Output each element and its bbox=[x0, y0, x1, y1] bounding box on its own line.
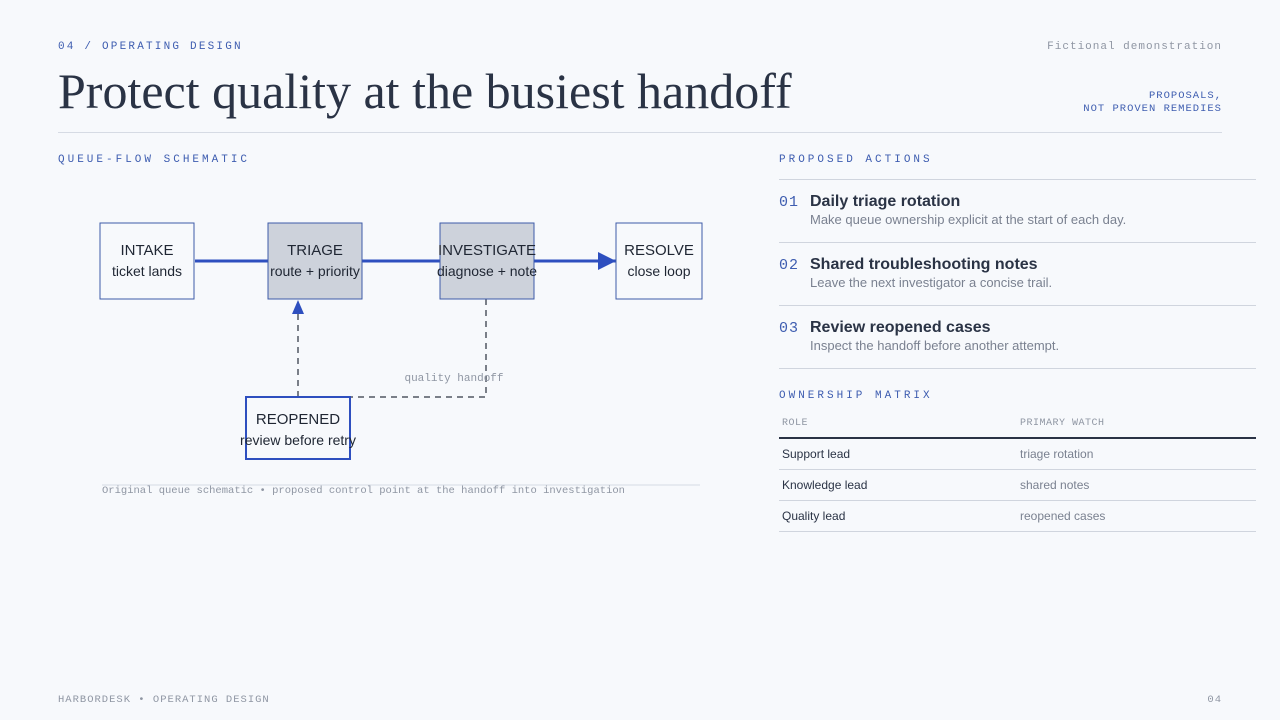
table-row bbox=[779, 438, 1256, 470]
actions-label: PROPOSED ACTIONS bbox=[779, 154, 933, 166]
page-number: 04 bbox=[1207, 694, 1222, 706]
matrix-role: Knowledge lead bbox=[779, 470, 1017, 501]
node-investigate-title: INVESTIGATE bbox=[437, 242, 537, 259]
node-resolve-title: RESOLVE bbox=[624, 242, 694, 259]
action-item bbox=[779, 179, 1256, 242]
reopen-arrowhead bbox=[292, 300, 304, 314]
action-desc: Inspect the handoff before another attempt. bbox=[810, 338, 1060, 353]
schematic-caption: Original queue schematic • proposed control point at the handoff into investigation bbox=[102, 485, 625, 497]
table-row bbox=[779, 470, 1256, 501]
queue-flow-schematic bbox=[58, 190, 718, 510]
action-number: 01 bbox=[779, 194, 800, 211]
loop-label: quality handoff bbox=[404, 373, 504, 385]
action-item bbox=[779, 242, 1256, 305]
node-resolve bbox=[616, 223, 702, 299]
node-intake-title: INTAKE bbox=[120, 242, 174, 259]
node-investigate bbox=[437, 223, 537, 299]
node-resolve-sub: close loop bbox=[627, 263, 691, 279]
node-reopened-sub: review before retry bbox=[240, 432, 356, 448]
action-desc: Leave the next investigator a concise trail. bbox=[810, 275, 1053, 290]
node-investigate-sub: diagnose + note bbox=[436, 263, 538, 279]
demo-note: Fictional demonstration bbox=[1047, 41, 1222, 53]
page-title: Protect quality at the busiest handoff bbox=[58, 63, 792, 119]
action-desc: Make queue ownership explicit at the start of each day. bbox=[810, 212, 1127, 227]
action-number: 02 bbox=[779, 257, 800, 274]
matrix-header-watch: PRIMARY WATCH bbox=[1017, 410, 1256, 438]
header-divider bbox=[58, 132, 1222, 133]
matrix-label: OWNERSHIP MATRIX bbox=[779, 390, 933, 402]
action-item bbox=[779, 305, 1256, 369]
node-reopened bbox=[240, 397, 356, 459]
ownership-matrix bbox=[779, 410, 1256, 532]
matrix-header-role: ROLE bbox=[779, 410, 1017, 438]
matrix-role: Quality lead bbox=[779, 501, 1017, 532]
node-reopened-title: REOPENED bbox=[255, 411, 341, 428]
node-intake bbox=[100, 223, 194, 299]
schematic-label: QUEUE-FLOW SCHEMATIC bbox=[58, 154, 251, 166]
disclaimer-line-1: PROPOSALS, bbox=[1148, 90, 1222, 102]
flow-arrowhead bbox=[598, 252, 616, 270]
footer-brand: HARBORDESK • OPERATING DESIGN bbox=[58, 694, 270, 706]
matrix-watch: triage rotation bbox=[1017, 438, 1256, 470]
matrix-header-row bbox=[779, 410, 1256, 438]
matrix-watch: reopened cases bbox=[1017, 501, 1256, 532]
matrix-role: Support lead bbox=[779, 438, 1017, 470]
disclaimer-line-2: NOT PROVEN REMEDIES bbox=[1083, 103, 1222, 115]
node-intake-sub: ticket lands bbox=[111, 263, 183, 279]
table-row bbox=[779, 501, 1256, 532]
action-title: Daily triage rotation bbox=[810, 193, 961, 210]
matrix-watch: shared notes bbox=[1017, 470, 1256, 501]
action-title: Review reopened cases bbox=[810, 319, 991, 336]
action-number: 03 bbox=[779, 320, 800, 337]
node-triage bbox=[268, 223, 362, 299]
section-kicker: 04 / OPERATING DESIGN bbox=[58, 41, 243, 53]
action-title: Shared troubleshooting notes bbox=[810, 256, 1038, 273]
actions-list bbox=[779, 179, 1256, 369]
disclaimer bbox=[1083, 90, 1222, 116]
node-triage-sub: route + priority bbox=[270, 263, 360, 279]
node-triage-title: TRIAGE bbox=[287, 242, 343, 259]
